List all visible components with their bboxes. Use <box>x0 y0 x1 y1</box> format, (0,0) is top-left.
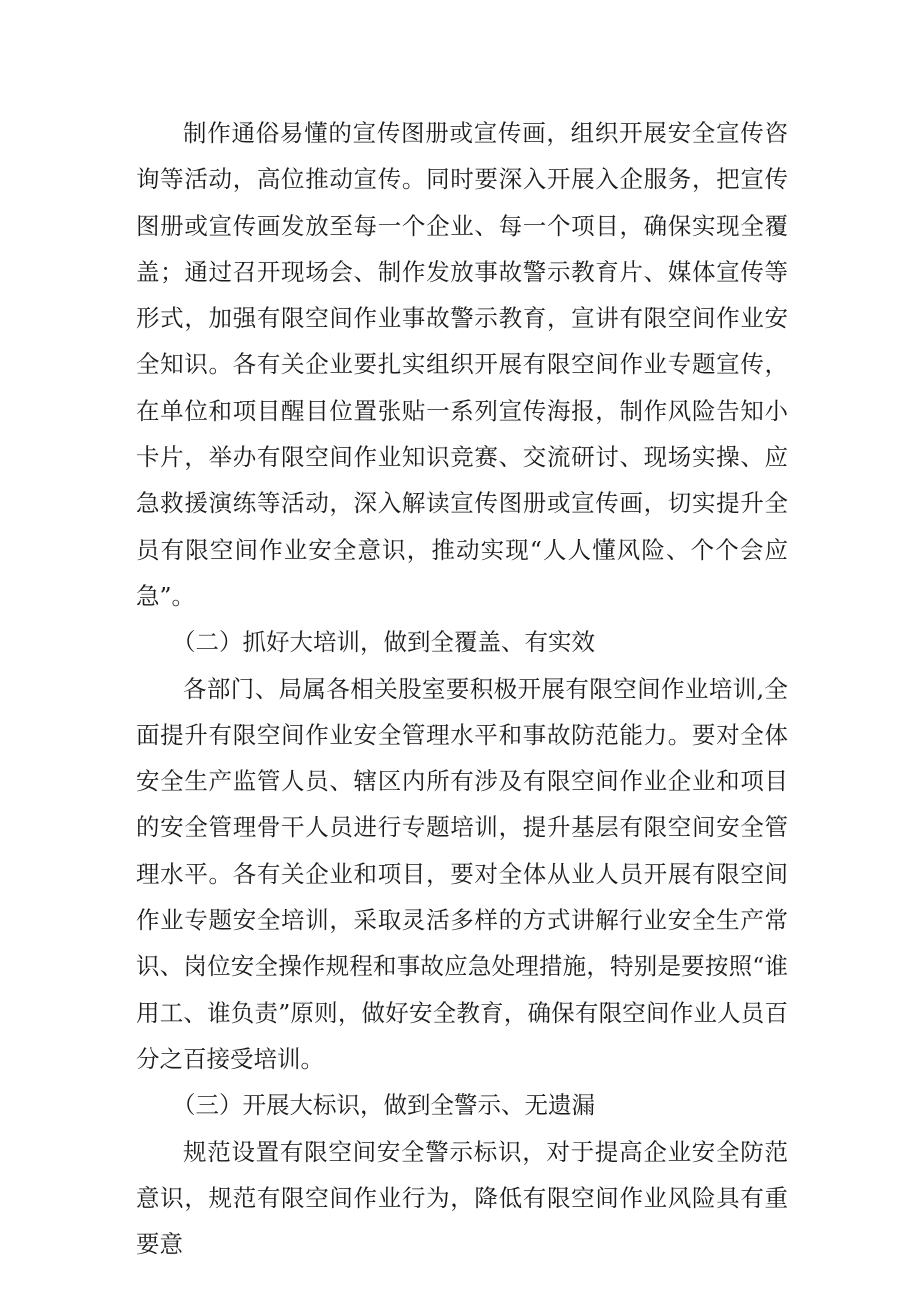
section-heading-signage: （三）开展大标识，做到全警示、无遗漏 <box>172 1091 595 1120</box>
section-heading-training: （二）抓好大培训，做到全覆盖、有实效 <box>172 628 595 657</box>
document-body <box>136 110 788 1267</box>
paragraph-signage: 规范设置有限空间安全警示标识，对于提高企业安全防范意识，规范有限空间作业行为，降低有限空间作业风险具有重要意 <box>136 1137 788 1259</box>
paragraph-training: 各部门、局属各相关股室要积极开展有限空间作业培训,全面提升有限空间作业安全管理水平和事故防范能力。要对全体安全生产监管人员、辖区内所有涉及有限空间作业企业和项目的安全管理骨干人员进行专题培训，提升基层有限空间安全管理水平。各有关企业和项目，要对全体从业人员开展有限空间作业专题安全培训，采取灵活多样的方式讲解行业安全生产常识、岗位安全操作规程和事故应急处理措施，特别是要按照“谁用工、谁负责”原则，做好安全教育，确保有限空间作业人员百分之百接受培训。 <box>136 674 788 1073</box>
paragraph-publicity: 制作通俗易懂的宣传图册或宣传画，组织开展安全宣传咨询等活动，高位推动宣传。同时要深入开展入企服务，把宣传图册或宣传画发放至每一个企业、每一个项目，确保实现全覆盖；通过召开现场会、制作发放事故警示教育片、媒体宣传等形式，加强有限空间作业事故警示教育，宣讲有限空间作业安全知识。各有关企业要扎实组织开展有限空间作业专题宣传，在单位和项目醒目位置张贴一系列宣传海报，制作风险告知小卡片，举办有限空间作业知识竞赛、交流研讨、现场实操、应急救援演练等活动，深入解读宣传图册或宣传画，切实提升全员有限空间作业安全意识，推动实现“人人懂风险、个个会应急”。 <box>136 119 788 610</box>
